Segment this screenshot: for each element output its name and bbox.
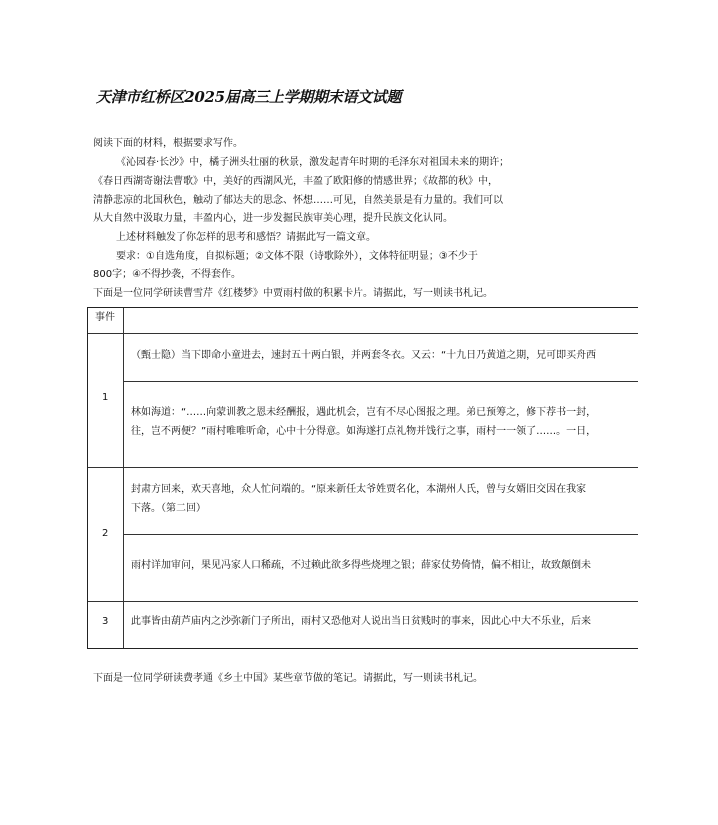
table-cell: 封肃方回来，欢天喜地，众人忙问端的。“原来新任太爷姓贾名化，本湖州人氏，曾与女婿旧交因在我家 xyxy=(131,484,587,495)
table-cell: 往，岂不两便？”雨村唯唯听命，心中十分得意。如海遂打点礼物并饯行之事，雨村一一领了……。一日， xyxy=(131,426,597,437)
subrow-divider xyxy=(123,534,638,535)
row-number: 1 xyxy=(102,392,109,403)
instruction-line: 阅读下面的材料，根据要求写作。 xyxy=(93,138,243,149)
requirements-line-2: 800字；④不得抄袭，不得套作。 xyxy=(93,269,242,280)
subrow-divider xyxy=(123,381,638,382)
material-line-3: 清静悲凉的北国秋色，触动了郁达夫的思念、怀想……可见，自然美景是有力量的。我们可以 xyxy=(93,195,503,206)
footer-task-line: 下面是一位同学研读费孝通《乡土中国》某些章节做的笔记。请据此，写一则读书札记。 xyxy=(93,673,483,684)
material-line-1: 《沁园春·长沙》中，橘子洲头壮丽的秋景，激发起青年时期的毛泽东对祖国未来的期许； xyxy=(116,157,510,168)
row-number: 2 xyxy=(102,528,109,539)
table-cell: 雨村详加审问，果见冯家人口稀疏，不过赖此欲多得些烧埋之银；薛家仗势倚情，偏不相让，故致颠倒未 xyxy=(131,560,591,571)
table-cell: 此事皆由葫芦庙内之沙弥新门子所出，雨村又恐他对人说出当日贫贱时的事来，因此心中大不乐业，后来 xyxy=(131,616,591,627)
row-number: 3 xyxy=(102,616,109,627)
row-divider xyxy=(88,467,638,468)
page-title: 天津市红桥区2025届高三上学期期末语文试题 xyxy=(96,88,402,106)
notes-table xyxy=(87,307,638,649)
table-header-event: 事件 xyxy=(95,312,115,323)
table-cell: （甄士隐）当下即命小童进去，速封五十两白银，并两套冬衣。又云：“十九日乃黄道之期，兄可即买舟西 xyxy=(131,350,597,361)
material-line-4: 从大自然中汲取力量，丰盈内心，进一步发掘民族审美心理，提升民族文化认同。 xyxy=(93,213,453,224)
requirements-line: 要求：①自选角度，自拟标题；②文体不限（诗歌除外），文体特征明显；③不少于 xyxy=(116,251,478,262)
row-divider xyxy=(88,601,638,602)
table-cell: 林如海道：“……向蒙训教之恩未经酬报，遇此机会，岂有不尽心图报之理。弟已预筹之，修下荐书一封， xyxy=(131,407,597,418)
row-divider xyxy=(88,333,638,334)
column-divider xyxy=(123,308,124,648)
material-line-2: 《春日西湖寄谢法曹歌》中，美好的西湖风光，丰盈了欧阳修的情感世界；《故都的秋》中， xyxy=(93,176,498,187)
table-cell: 下落。（第二回） xyxy=(131,503,206,514)
task-line: 下面是一位同学研读曹雪芹《红楼梦》中贾雨村做的积累卡片。请据此，写一则读书札记。 xyxy=(93,288,493,299)
question-line: 上述材料触发了你怎样的思考和感悟？请据此写一篇文章。 xyxy=(116,232,376,243)
